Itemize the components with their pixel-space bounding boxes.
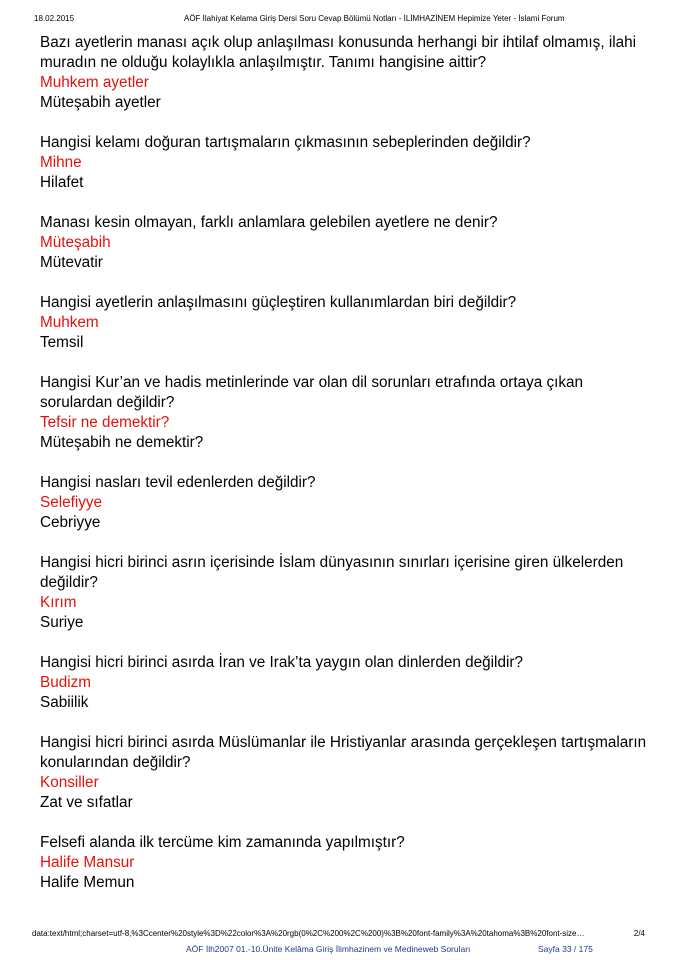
qa-item <box>40 473 650 533</box>
alternative-answer: Müteşabih ne demektir? <box>40 434 204 451</box>
document-source: AÖF İlh2007 01.-10.Ünite Kelâma Giriş İlimhazinem ve Medineweb Soruları <box>186 944 471 954</box>
print-page-number: 2/4 <box>633 929 645 938</box>
question-text: Hangisi Kur’an ve hadis metinlerinde var olan dil sorunları etrafında ortaya çıkan sorulardan değildir? <box>40 374 584 411</box>
question-text: Hangisi hicri birinci asırda İran ve Irak’ta yaygın olan dinlerden değildir? <box>40 654 523 671</box>
qa-item <box>40 133 650 193</box>
qa-item <box>40 733 650 813</box>
qa-item <box>40 213 650 273</box>
correct-answer: Konsiller <box>40 774 99 791</box>
qa-list <box>40 33 650 913</box>
correct-answer: Muhkem <box>40 314 99 331</box>
document-page-label: Sayfa 33 / 175 <box>538 944 593 954</box>
correct-answer: Müteşabih <box>40 234 111 251</box>
alternative-answer: Sabiilik <box>40 694 89 711</box>
question-text: Hangisi hicri birinci asırda Müslümanlar ile Hristiyanlar arasında gerçekleşen tartışmaların konularından değildir? <box>40 734 647 771</box>
print-title: AÖF İlahiyat Kelama Giriş Dersi Soru Cevap Bölümü Notları - İLİMHAZİNEM Hepimize Yeter - İslami Forum <box>184 14 565 23</box>
question-text: Bazı ayetlerin manası açık olup anlaşılması konusunda herhangi bir ihtilaf olmamış, ilahi muradın ne olduğu kolaylıkla anlaşılmıştır. Tanımı hangisine aittir? <box>40 34 637 71</box>
correct-answer: Selefiyye <box>40 494 103 511</box>
alternative-answer: Mütevatir <box>40 254 103 271</box>
print-date: 18.02.2015 <box>34 14 75 23</box>
qa-item <box>40 373 650 453</box>
alternative-answer: Halife Memun <box>40 874 135 891</box>
alternative-answer: Temsil <box>40 334 84 351</box>
alternative-answer: Zat ve sıfatlar <box>40 794 133 811</box>
print-header <box>34 14 645 28</box>
correct-answer: Halife Mansur <box>40 854 135 871</box>
qa-item <box>40 553 650 633</box>
qa-item <box>40 33 650 113</box>
alternative-answer: Cebriyye <box>40 514 101 531</box>
question-text: Manası kesin olmayan, farklı anlamlara gelebilen ayetlere ne denir? <box>40 214 498 231</box>
print-url: data:text/html;charset=utf-8,%3Ccenter%20style%3D%22color%3A%20rgb(0%2C%200%2C%200)%3B%20font-family%3A%20tahoma%3B%20font-size… <box>32 929 585 938</box>
qa-item <box>40 653 650 713</box>
correct-answer: Budizm <box>40 674 92 691</box>
question-text: Hangisi nasları tevil edenlerden değildir? <box>40 474 316 491</box>
question-text: Felsefi alanda ilk tercüme kim zamanında yapılmıştır? <box>40 834 405 851</box>
question-text: Hangisi hicri birinci asrın içerisinde İslam dünyasının sınırları içerisine giren ülkelerden değildir? <box>40 554 624 591</box>
correct-answer: Tefsir ne demektir? <box>40 414 170 431</box>
question-text: Hangisi kelamı doğuran tartışmaların çıkmasının sebeplerinden değildir? <box>40 134 531 151</box>
correct-answer: Mihne <box>40 154 82 171</box>
question-text: Hangisi ayetlerin anlaşılmasını güçleştiren kullanımlardan biri değildir? <box>40 294 517 311</box>
qa-item <box>40 293 650 353</box>
qa-item <box>40 833 650 893</box>
correct-answer: Muhkem ayetler <box>40 74 149 91</box>
alternative-answer: Suriye <box>40 614 84 631</box>
correct-answer: Kırım <box>40 594 77 611</box>
alternative-answer: Müteşabih ayetler <box>40 94 161 111</box>
alternative-answer: Hilafet <box>40 174 84 191</box>
